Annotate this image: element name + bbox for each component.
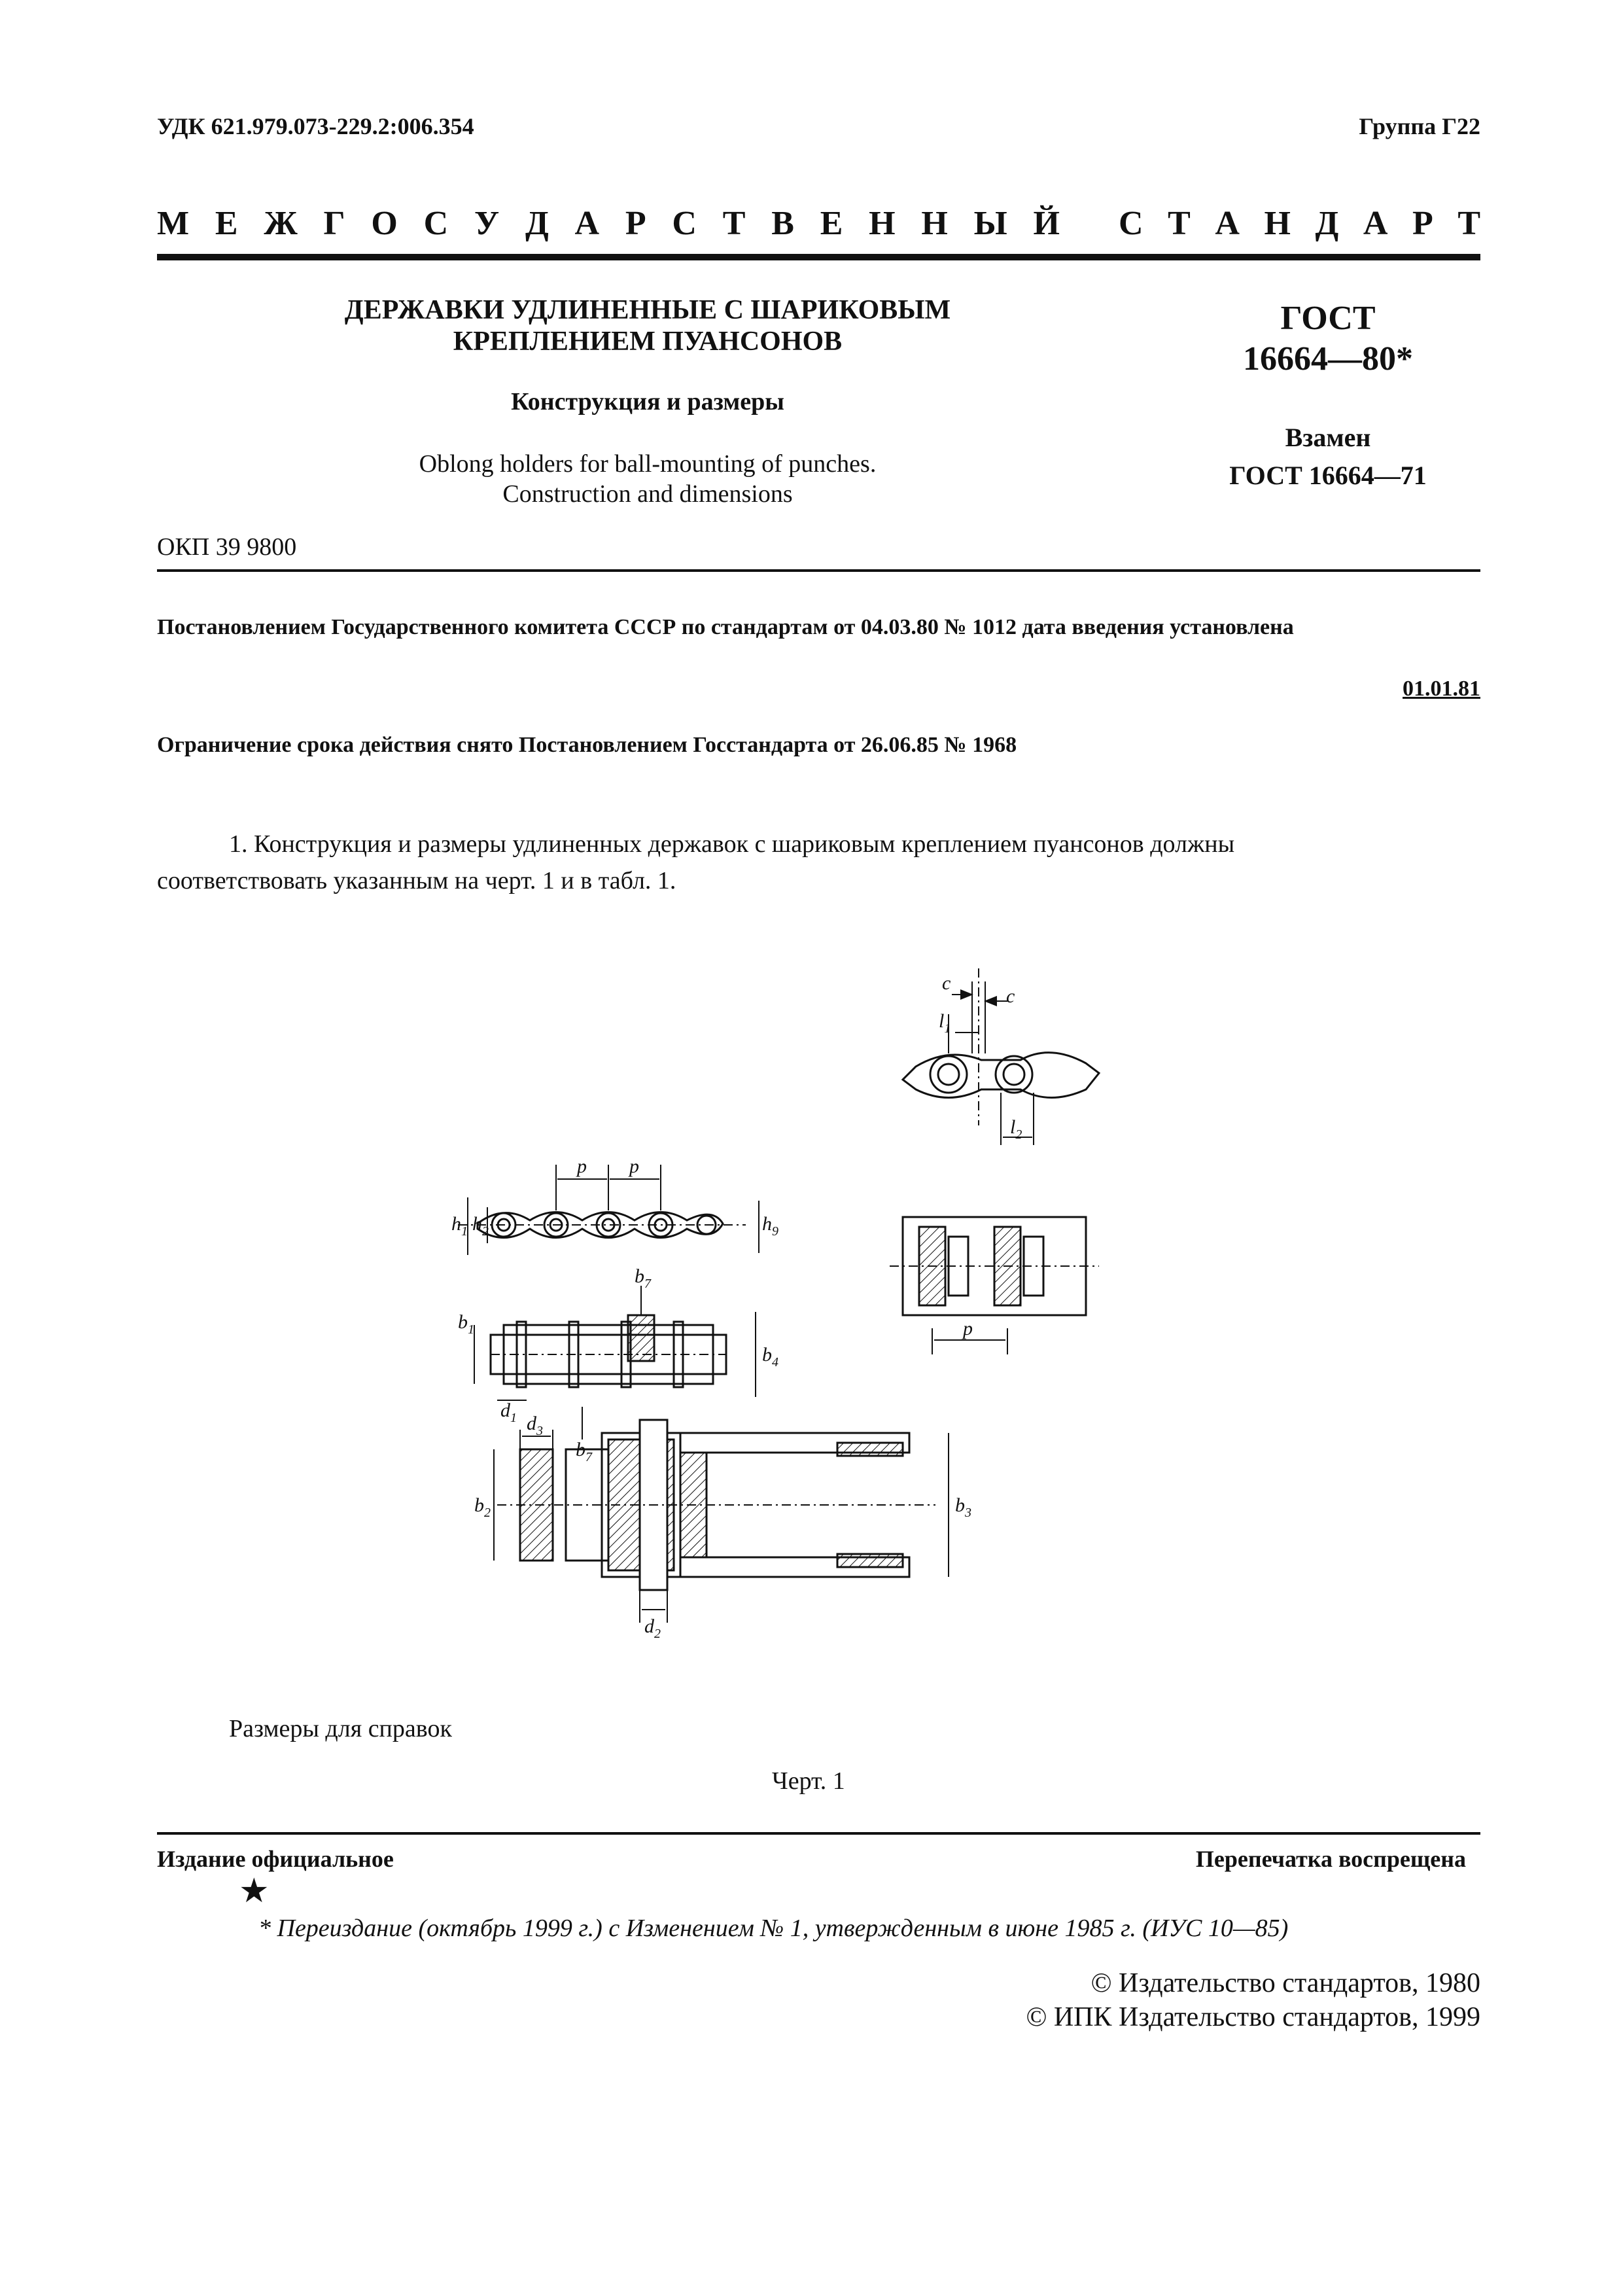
banner-right-letter: А (1215, 205, 1240, 242)
dim-label-p-section: p (963, 1318, 973, 1339)
banner-left-letter: Д (525, 205, 549, 242)
reprint-prohibited: Перепечатка воспрещена (1195, 1846, 1466, 1872)
banner-left-letter: Н (869, 205, 896, 242)
pin-cross-section (890, 1217, 1099, 1354)
star-icon: ★ (239, 1873, 270, 1910)
banner-left-word (157, 204, 1060, 250)
banner-left-letter: С (423, 205, 449, 242)
gost-label: ГОСТ (1280, 300, 1376, 337)
dim-label-h9: $h_9$ (762, 1213, 778, 1239)
okp-code: ОКП 39 9800 (157, 533, 297, 561)
copyright-1980: © Издательство стандартов, 1980 (1091, 1968, 1480, 1998)
dim-label-b3: $b_3$ (955, 1494, 971, 1520)
footer-rule (157, 1832, 1480, 1835)
banner-left-letter: Н (921, 205, 948, 242)
banner-left-letter: Ы (973, 205, 1007, 242)
roller-section-view (494, 1420, 949, 1623)
dim-label-c-left: c (942, 972, 951, 994)
decree-text: Постановлением Государственного комитета СССР по стандартам от 04.03.80 № 1012 дата введения установлена (157, 615, 1294, 639)
reissue-note: * Переиздание (октябрь 1999 г.) с Изменением № 1, утвержденным в июне 1985 г. (ИУС 10—85) (258, 1915, 1289, 1942)
title-line-1: ДЕРЖАВКИ УДЛИНЕННЫЕ С ШАРИКОВЫМ (344, 295, 951, 325)
banner-right-letter: Р (1412, 205, 1433, 242)
dim-label-b7-bottom: $b_7$ (576, 1439, 592, 1464)
dim-label-p-1: p (577, 1156, 587, 1177)
dim-label-h1: $h_1$ (451, 1213, 468, 1239)
chain-front-view (458, 1165, 759, 1255)
banner-right-letter: Т (1168, 205, 1191, 242)
banner-left-letter: У (474, 205, 500, 242)
title-subtitle: Конструкция и размеры (511, 388, 784, 415)
banner-left-letter: Ж (264, 205, 298, 242)
gost-designation (1178, 298, 1478, 380)
page-title (275, 294, 1021, 357)
banner-left-letter: Р (625, 205, 646, 242)
banner-right-word (1119, 204, 1480, 250)
banner-right-letter: Н (1264, 205, 1291, 242)
dim-label-c-right: c (1006, 985, 1015, 1007)
banner-left-letter: Е (820, 205, 843, 242)
replaces-standard: ГОСТ 16664—71 (1229, 461, 1427, 490)
copyright-1999: © ИПК Издательство стандартов, 1999 (1026, 2002, 1480, 2032)
dim-label-d3: $d_3$ (527, 1413, 543, 1438)
paragraph-1 (157, 826, 1480, 899)
limitation-note: Ограничение срока действия снято Постановлением Госстандарта от 26.06.85 № 1968 (157, 733, 1017, 757)
banner-left-letter: О (371, 205, 398, 242)
english-title (275, 449, 1021, 509)
technical-drawing (432, 929, 1217, 1675)
group-code: Группа Г22 (1359, 113, 1480, 139)
official-edition: Издание официальное (157, 1846, 394, 1872)
dim-label-d1: $d_1$ (500, 1400, 517, 1425)
dim-label-l1: $l_1$ (939, 1010, 951, 1036)
dim-label-b7-top: $b_7$ (635, 1265, 651, 1291)
paragraph-1-line-1: 1. Конструкция и размеры удлиненных державок с шариковым креплением пуансонов должны (229, 830, 1235, 858)
replaces-block (1178, 419, 1478, 495)
paragraph-1-line-2: соответствовать указанным на черт. 1 и в табл. 1. (157, 867, 676, 894)
banner-right-letter: Т (1457, 205, 1480, 242)
dim-label-h2: $h_2$ (472, 1213, 489, 1239)
introduction-date: 01.01.81 (1403, 677, 1480, 701)
title-rule (157, 569, 1480, 572)
banner-left-letter: А (574, 205, 600, 242)
banner-right-letter: С (1119, 205, 1143, 242)
dim-label-l2: $l_2$ (1010, 1116, 1022, 1142)
dim-label-p-2: p (629, 1156, 639, 1177)
udk-code: УДК 621.979.073-229.2:006.354 (157, 113, 474, 139)
banner-right-letter: Д (1315, 205, 1339, 242)
link-detail-view (903, 968, 1099, 1145)
replaces-label: Взамен (1285, 423, 1371, 452)
dim-label-b2: $b_2$ (474, 1494, 491, 1520)
gost-number: 16664—80* (1243, 340, 1413, 378)
reference-note: Размеры для справок (229, 1715, 452, 1742)
banner-left-letter: Т (722, 205, 746, 242)
title-line-2: КРЕПЛЕНИЕМ ПУАНСОНОВ (453, 327, 843, 357)
banner-left-letter: В (771, 205, 794, 242)
standard-banner (157, 204, 1480, 250)
drawing-caption: Черт. 1 (772, 1767, 845, 1795)
dim-label-d2: $d_2$ (644, 1616, 661, 1641)
english-title-line-2: Construction and dimensions (502, 480, 793, 508)
banner-rule (157, 254, 1480, 260)
banner-left-letter: Г (323, 205, 345, 242)
dim-label-b1: $b_1$ (458, 1311, 474, 1337)
banner-right-letter: А (1363, 205, 1388, 242)
banner-left-letter: М (157, 205, 190, 242)
banner-left-letter: Е (215, 205, 238, 242)
dim-label-b4: $b_4$ (762, 1344, 778, 1369)
english-title-line-1: Oblong holders for ball-mounting of punches. (419, 450, 877, 478)
banner-left-letter: С (672, 205, 697, 242)
copyright-block (1026, 1966, 1480, 2034)
banner-left-letter: Й (1033, 205, 1060, 242)
